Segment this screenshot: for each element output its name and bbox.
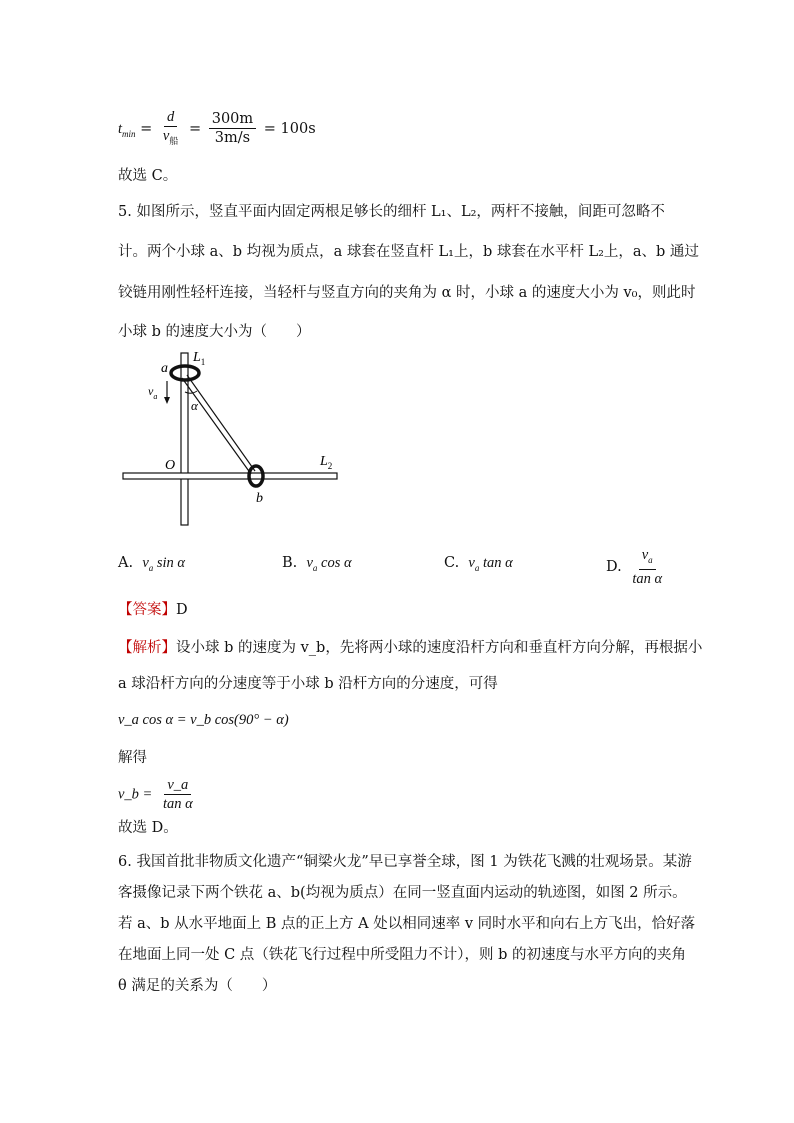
- analysis-equation-2: v_b = $\frac{v\_a}{\text{tan α}}$: [118, 777, 193, 812]
- q5-line-3: 铰链用刚性轻杆连接，当轻杆与竖直方向的夹角为 α 时，小球 a 的速度大小为 v₀，则此时: [118, 285, 696, 301]
- fraction-300m-over-3ms: $\frac{300m}{3m/s}$: [209, 110, 256, 147]
- time-formula: $t_{min}$ = $\frac{d}{v_船}$ = $\frac{300m}{3m/s}$ = 100s: [118, 108, 316, 150]
- label-L2: $L_2$: [320, 454, 333, 471]
- option-b[interactable]: B. $v_a$ cos α: [282, 555, 352, 573]
- q6-line-5: θ 满足的关系为（ ）: [118, 978, 277, 994]
- option-d[interactable]: D. $\frac{v_a}{\text{tan α}}$: [606, 546, 668, 588]
- fraction-d-over-v: $\frac{d}{v_船}$: [162, 109, 179, 146]
- answer-line: 【答案】D: [118, 602, 188, 618]
- label-b: b: [256, 491, 263, 506]
- label-O: O: [165, 458, 176, 473]
- analysis-tag: 【解析】: [118, 640, 176, 656]
- choose-c-text: 故选 C。: [118, 168, 178, 184]
- solve-label: 解得: [118, 750, 147, 766]
- horizontal-rod-L2: [123, 473, 337, 479]
- q5-line-1: 5. 如图所示，竖直平面内固定两根足够长的细杆 L₁、L₂，两杆不接触，间距可忽略不: [118, 204, 665, 220]
- option-d-fraction: $\frac{v_a}{\text{tan α}}$: [632, 547, 663, 587]
- option-a[interactable]: A. $v_a$ sin α: [118, 555, 186, 573]
- analysis-equation-1: v_a cos α = v_b cos(90° − α): [118, 712, 289, 728]
- label-va: $v_a$: [148, 384, 158, 401]
- q6-line-2: 客摄像记录下两个铁花 a、b(均视为质点）在同一竖直面内运动的轨迹图，如图 2 所示。: [118, 885, 687, 901]
- label-L1: $L_1$: [193, 350, 206, 367]
- analysis-line-1: 【解析】设小球 b 的速度为 v_b，先将两小球的速度沿杆方向和垂直杆方向分解，再根据小: [118, 640, 703, 656]
- choose-d-text: 故选 D。: [118, 820, 178, 836]
- q6-line-4: 在地面上同一处 C 点（铁花飞行过程中所受阻力不计），则 b 的初速度与水平方向的夹角: [118, 947, 687, 963]
- label-alpha: α: [191, 398, 198, 413]
- q5-line-2: 计。两个小球 a、b 均视为质点，a 球套在竖直杆 L₁上，b 球套在水平杆 L₂上，a、b 通过: [118, 244, 699, 260]
- analysis-line-2: a 球沿杆方向的分速度等于小球 b 沿杆方向的分速度，可得: [118, 676, 498, 692]
- rod-figure: [115, 345, 355, 535]
- q6-line-1: 6. 我国首批非物质文化遗产“铜梁火龙”早已享誉全球，图 1 为铁花飞溅的壮观场景。某游: [118, 854, 692, 870]
- q6-line-3: 若 a、b 从水平地面上 B 点的正上方 A 处以相同速率 v 同时水平和向右上方飞出，恰好落: [118, 916, 696, 932]
- answer-tag: 【答案】: [118, 602, 176, 618]
- label-a: a: [161, 361, 168, 376]
- q5-line-4: 小球 b 的速度大小为（ ）: [118, 324, 311, 340]
- option-c[interactable]: C. $v_a$ tan α: [444, 555, 513, 573]
